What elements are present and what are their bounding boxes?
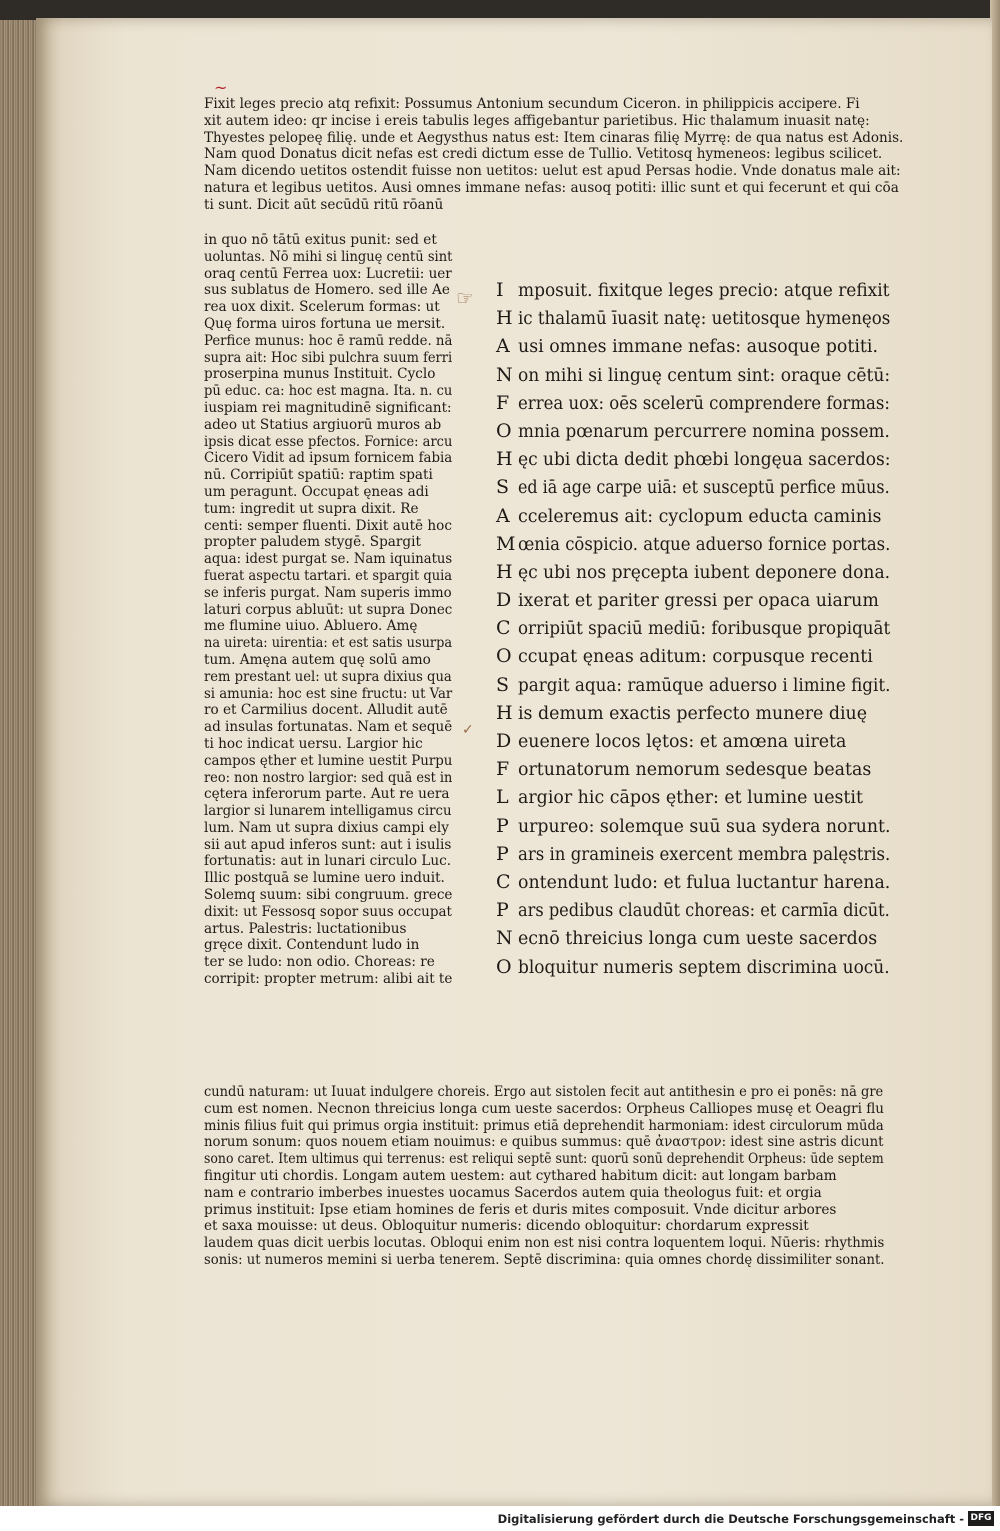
commentary-top-line: Fixit leges precio atq refixit: Possumus Antonium secundum Ciceron. in philippicis accipere. Fi <box>204 96 860 112</box>
verse-text: ic thalamū īuasit natę: uetitosque hymenęos <box>518 309 891 330</box>
commentary-left-line: tum. Amęna autem quę solū amo <box>204 651 431 668</box>
verse-initial: M <box>496 532 516 555</box>
verse-text: œnia cōspicio. atque aduerso fornice portas. <box>518 534 891 555</box>
commentary-bottom-line: norum sonum: quos nouem etiam nouimus: e quibus summus: quē ἀναστρον: idest sine astris dicunt <box>204 1134 884 1151</box>
verse-initial: A <box>496 335 510 358</box>
commentary-top-line: xit autem ideo: qr incise i ereis tabulis leges affigebantur parietibus. Hic thalamum inuasit natę: <box>204 112 870 129</box>
commentary-left-line: me flumine uiuo. Abluero. Amę <box>204 618 418 635</box>
commentary-bottom-line: sonis: ut numeros memini si uerba tenerem. Septē discrimina: quia omnes chordę dissimiliter sonant. <box>204 1251 885 1268</box>
commentary-bottom-line: laudem quas dicit uerbis locutas. Obloqui enim non est nisi contra loquentem loqui. Nūeris: rhythmis <box>204 1235 885 1252</box>
verse-text: ed iā age carpe uiā: et susceptū perfice mūus. <box>518 478 890 499</box>
commentary-left-line: rea uox dixit. Scelerum formas: ut <box>204 299 440 316</box>
verse-initial: C <box>496 870 511 893</box>
commentary-bottom-line: cum est nomen. Necnon threicius longa cum ueste sacerdos: Orpheus Calliopes musę et Oeagri flu <box>204 1100 884 1117</box>
poem-verse <box>496 417 925 445</box>
book-page-edges <box>0 20 40 1506</box>
commentary-left-line: iuspiam rei magnitudinē significant: <box>204 399 452 416</box>
poem-verse <box>496 783 925 811</box>
poem-verse <box>496 304 925 332</box>
commentary-left-line: tum: ingredit ut supra dixit. Re <box>204 500 419 517</box>
commentary-left-line: centi: semper fluenti. Dixit autē hoc <box>204 517 452 534</box>
verse-initial: H <box>496 701 513 724</box>
manicule-icon: ☞ <box>456 286 474 310</box>
verse-initial: N <box>496 927 513 950</box>
poem-verse <box>496 445 925 473</box>
verse-text: cceleremus ait: cyclopum educta caminis <box>518 506 882 527</box>
commentary-left-line: campos ęther et lumine uestit Purpu <box>204 752 453 769</box>
commentary-left-line: ter se ludo: non odio. Choreas: re <box>204 954 435 971</box>
commentary-bottom-line: minis filius fuit qui primus orgia instituit: primus etiā deprehendit harmoniam: idest circulorum mūda <box>204 1117 884 1134</box>
verse-text: ortunatorum nemorum sedesque beatas <box>518 760 872 781</box>
commentary-top-line: Nam quod Donatus dicit nefas est credi dictum esse de Tullio. Vetitosq hymeneos: legibus scilicet. <box>204 146 883 163</box>
commentary-left-line: largior si lunarem intelligamus circu <box>204 803 452 820</box>
commentary-bottom-line: et saxa mouisse: ut deus. Obloquitur numeris: dicendo obloquitur: chordarum expressit <box>204 1218 809 1235</box>
checkmark-annotation-icon: ✓ <box>462 722 474 738</box>
verse-text: ęc ubi nos pręcepta iubent deponere dona. <box>518 562 891 583</box>
commentary-bottom <box>204 1084 944 1269</box>
commentary-left-column <box>204 232 465 988</box>
verse-text: orripiūt spaciū mediū: foribusque propiquāt <box>518 619 891 640</box>
commentary-left-line: Solemq suum: sibi congruum. grece <box>204 887 453 904</box>
commentary-bottom-line: cundū naturam: ut Iuuat indulgere choreis. Ergo aut sistolen fecit aut antithesin e pro ei ponēs: nā gre <box>204 1084 884 1100</box>
commentary-left-line: se inferis purgat. Nam superis immo <box>204 584 452 601</box>
poem-verse <box>496 642 925 670</box>
commentary-left-line: adeo ut Statius argiuorū muros ab <box>204 416 442 433</box>
poem-verse <box>496 586 925 614</box>
verse-text: usi omnes immane nefas: ausoque potiti. <box>518 337 879 358</box>
poem-verse <box>496 953 925 981</box>
verse-text: bloquitur numeris septem discrimina uocū. <box>518 957 890 978</box>
verse-initial: H <box>496 307 513 330</box>
commentary-left-line: propter paludem stygē. Spargit <box>204 534 421 551</box>
commentary-left-line: reo: non nostro largior: sed quā est in <box>204 769 453 786</box>
verse-text: ęc ubi dicta dedit phœbi longęua sacerdos: <box>518 450 891 471</box>
commentary-top-line: natura et legibus uetitos. Ausi omnes immane nefas: ausoq potiti: illic sunt et qui fecerunt et qui cōa <box>204 179 899 196</box>
commentary-left-line: ti hoc indicat uersu. Largior hic <box>204 735 423 752</box>
poem-verse <box>496 530 925 558</box>
verse-initial: S <box>496 673 510 696</box>
verse-initial: L <box>496 786 509 809</box>
poem-verse <box>496 276 925 304</box>
commentary-top <box>204 96 908 214</box>
verse-initial: H <box>496 560 513 583</box>
poem-verse <box>496 614 925 642</box>
footer-bar <box>0 1506 1000 1531</box>
commentary-left-line: in quo nō tātū exitus punit: sed et <box>204 232 437 248</box>
poem-verse <box>496 558 925 586</box>
verse-initial: C <box>496 617 511 640</box>
commentary-left-line: um peragunt. Occupat ęneas adi <box>204 483 429 500</box>
commentary-left-line: artus. Palestris: luctationibus <box>204 920 407 937</box>
verse-initial: O <box>496 955 512 978</box>
verse-initial: H <box>496 448 513 471</box>
commentary-bottom-line: fingitur uti chordis. Longam autem uestem: aut cythared habitum dicit: aut longam barbam <box>204 1167 837 1184</box>
commentary-left-line: ipsis dicat esse pfectos. Fornice: arcu <box>204 433 453 450</box>
poem-verse <box>496 924 925 952</box>
poem-verse <box>496 389 925 417</box>
commentary-bottom-line: sono caret. Item ultimus qui terrenus: est reliqui septē sunt: quorū sonū deprehendit Orpheus: ūde septem <box>204 1151 884 1168</box>
commentary-left-line: Illic postquā se lumine uero induit. <box>204 870 445 887</box>
poem-verse <box>496 671 925 699</box>
poem-verse <box>496 896 925 924</box>
verse-text: errea uox: oēs scelerū comprendere formas: <box>518 393 890 414</box>
commentary-left-line: laturi corpus abluūt: ut supra Donec <box>204 601 453 618</box>
commentary-left-line: aqua: idest purgat se. Nam iquinatus <box>204 551 453 568</box>
commentary-left-line: nū. Corripiūt spatiū: raptim spati <box>204 467 433 484</box>
verse-initial: S <box>496 476 510 499</box>
verse-text: ecnō threicius longa cum ueste sacerdos <box>518 929 878 950</box>
poem-text-block <box>496 276 925 981</box>
commentary-left-line: lum. Nam ut supra dixius campi ely <box>204 819 449 836</box>
verse-initial: N <box>496 363 513 386</box>
verse-text: mnia pœnarum percurrere nomina possem. <box>518 421 890 442</box>
commentary-left-line: ro et Carmilius docent. Alludit autē <box>204 702 448 719</box>
verse-text: mposuit. fixitque leges precio: atque refixit <box>518 281 890 301</box>
rubric-flourish-icon: ~ <box>214 78 228 97</box>
verse-initial: A <box>496 504 510 527</box>
verse-text: urpureo: solemque suū sua sydera norunt. <box>518 816 891 837</box>
verse-initial: O <box>496 645 512 668</box>
poem-verse <box>496 868 925 896</box>
verse-initial: I <box>496 279 504 301</box>
commentary-left-line: fortunatis: aut in lunari circulo Luc. <box>204 853 452 870</box>
verse-text: euenere locos lętos: et amœna uireta <box>518 732 847 752</box>
poem-verse <box>496 755 925 783</box>
commentary-left-line: cętera inferorum parte. Aut re uera <box>204 786 450 803</box>
verse-text: ontendunt ludo: et fulua luctantur harena. <box>518 872 891 893</box>
commentary-top-line: ti sunt. Dicit aūt secūdū ritū rōanū <box>204 196 444 213</box>
commentary-left-line: Cicero Vidit ad ipsum fornicem fabia <box>204 450 453 467</box>
commentary-left-line: uoluntas. Nō mihi si linguę centū sint <box>204 248 453 265</box>
verse-text: argior hic cāpos ęther: et lumine uestit <box>518 788 863 809</box>
verse-text: ixerat et pariter gressi per opaca uiarum <box>518 591 879 612</box>
verse-text: ccupat ęneas aditum: corpusque recenti <box>518 647 873 668</box>
footer-credit-text: Digitalisierung gefördert durch die Deutsche Forschungsgemeinschaft - <box>497 1512 964 1526</box>
commentary-left-line: gręce dixit. Contendunt ludo in <box>204 937 420 954</box>
commentary-left-line: oraq centū Ferrea uox: Lucretii: uer <box>204 265 452 282</box>
commentary-top-line: Nam dicendo uetitos ostendit fuisse non uetitos: uelut est apud Persas hodie. Vnde donatus male ait: <box>204 163 901 180</box>
commentary-left-line: na uireta: uirentia: et est satis usurpa <box>204 635 453 652</box>
poem-verse <box>496 727 925 755</box>
verse-initial: F <box>496 758 510 781</box>
commentary-top-line: Thyestes pelopeę filię. unde et Aegysthus natus est: Item cinaras filię Myrrę: de qua natus est Adonis. <box>204 129 904 146</box>
verse-initial: P <box>496 899 509 922</box>
commentary-left-line: Perfice munus: hoc ē ramū redde. nā <box>204 332 453 349</box>
verse-initial: P <box>496 814 509 837</box>
verse-initial: D <box>496 730 512 752</box>
poem-verse <box>496 502 925 530</box>
commentary-bottom-line: primus instituit: Ipse etiam homines de feris et duris mites composuit. Vnde dicitur arbores <box>204 1201 837 1218</box>
verse-text: pargit aqua: ramūque aduerso i limine figit. <box>518 675 891 696</box>
verse-initial: P <box>496 842 509 865</box>
verse-initial: O <box>496 419 512 442</box>
commentary-left-line: Quę forma uiros fortuna ue mersit. <box>204 315 446 332</box>
commentary-left-line: sii aut apud inferos sunt: aut i isulis <box>204 836 452 853</box>
poem-verse <box>496 840 925 868</box>
verse-text: ars in gramineis exercent membra palęstris. <box>518 844 891 865</box>
verse-initial: D <box>496 589 512 612</box>
verse-initial: F <box>496 391 510 414</box>
dfg-logo: DFG <box>968 1511 994 1526</box>
verse-text: on mihi si linguę centum sint: oraque cētū: <box>518 365 891 386</box>
poem-verse <box>496 699 925 727</box>
poem-verse <box>496 473 925 501</box>
commentary-left-line: supra ait: Hoc sibi pulchra suum ferri <box>204 349 453 366</box>
verse-text: is demum exactis perfecto munere diuę <box>518 703 868 724</box>
commentary-left-line: si amunia: hoc est sine fructu: ut Var <box>204 685 453 702</box>
commentary-left-line: pū educ. ca: hoc est magna. Ita. n. cu <box>204 383 453 400</box>
commentary-left-line: sus sublatus de Homero. sed ille Ae <box>204 282 450 299</box>
commentary-left-line: corripit: propter metrum: alibi ait te <box>204 971 453 988</box>
commentary-left-line: ad insulas fortunatas. Nam et sequē <box>204 719 453 736</box>
poem-verse <box>496 812 925 840</box>
poem-verse <box>496 332 925 360</box>
commentary-left-line: fuerat aspectu tartari. et spargit quia <box>204 567 453 584</box>
commentary-bottom-line: nam e contrario imberbes inuestes uocamus Sacerdos autem quia theologus fuit: et orgia <box>204 1184 822 1201</box>
commentary-left-line: proserpina munus Instituit. Cyclo <box>204 366 436 383</box>
verse-text: ars pedibus claudūt choreas: et carmīa dicūt. <box>518 901 890 922</box>
commentary-left-line: rem prestant uel: ut supra dixius qua <box>204 668 452 685</box>
commentary-left-line: dixit: ut Fessosq sopor suus occupat <box>204 903 452 920</box>
poem-verse <box>496 361 925 389</box>
